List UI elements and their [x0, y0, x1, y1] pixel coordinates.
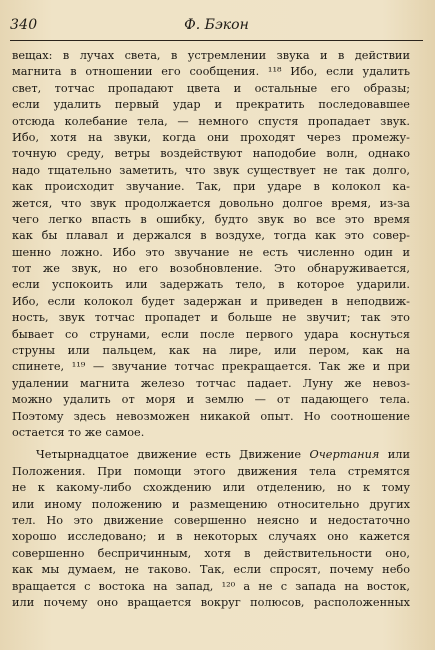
text-run: или — [379, 448, 410, 462]
text-line: свет, тотчас пропадают цвета и остальные его образы; — [12, 81, 410, 95]
text-line: шенно ложно. Ибо это звучание не есть численно один и — [12, 245, 410, 259]
text-line: остается то же самое. — [12, 425, 145, 439]
text-line: точную среду, ветры воздействуют наподобие волн, однако — [12, 147, 410, 161]
text-line: если удалить первый удар и прекратить последовавшее — [12, 98, 410, 112]
text-line: надо тщательно заметить, что звук существует не так долго, — [12, 163, 410, 177]
paragraph-1 — [12, 48, 410, 441]
text-line: можно удалить от моря и землю — от падающего тела. — [12, 393, 410, 407]
page-header — [10, 12, 423, 41]
text-line: чего легко впасть в ошибку, будто звук во все это время — [12, 212, 410, 226]
text-line: Ибо, хотя на звуки, когда они проходят через промежу- — [12, 130, 410, 144]
text-line: удалении магнита железо тотчас падает. Луну же невоз- — [12, 376, 410, 390]
running-head: Ф. Бэкон — [184, 17, 249, 33]
body-text — [12, 48, 410, 611]
text-line: хорошо исследовано; и в некоторых случаях оно кажется — [12, 530, 410, 544]
text-line: бывает со струнами, если после первого удара коснуться — [12, 327, 410, 341]
emphasized-term: Очертания — [309, 448, 380, 462]
text-line: вещах: в лучах света, в устремлении звука и в действии — [12, 49, 410, 62]
text-line: жется, что звук продолжается довольно долгое время, из-за — [12, 196, 410, 210]
text-run: Четырнадцатое движение есть Движение — [36, 448, 310, 462]
text-line: не к какому-либо схождению или отделению, но к тому — [12, 481, 410, 495]
text-line: отсюда колебание тела, — немного спустя пропадает звук. — [12, 114, 410, 128]
text-line: магнита в отношении его сообщения. ¹¹⁸ Ибо, если удалить — [12, 65, 410, 79]
text-line: вращается с востока на запад, ¹²⁰ а не с запада на восток, — [12, 579, 410, 593]
text-line: струны или пальцем, как на лире, или пером, как на — [12, 344, 410, 358]
text-line: тел. Но это движение совершенно неясно и недостаточно — [12, 513, 410, 527]
text-line: Положения. При помощи этого движения тела стремятся — [12, 464, 410, 478]
text-line: Поэтому здесь невозможен никакой опыт. Но соотношение — [12, 409, 410, 423]
paragraph-2 — [12, 447, 410, 611]
text-line: Ибо, если колокол будет задержан и приведен в неподвиж- — [12, 294, 410, 308]
text-line: тот же звук, но его возобновление. Это обнаруживается, — [12, 262, 410, 276]
page-number: 340 — [10, 17, 38, 33]
text-line: как происходит звучание. Так, при ударе в колокол ка- — [12, 180, 410, 194]
text-line: ность, звук тотчас пропадет и больше не звучит; так это — [12, 311, 410, 325]
text-line: как бы плавал и держался в воздухе, тогда как это совер- — [12, 229, 410, 243]
paragraph-2-first-line — [12, 447, 410, 463]
text-line: как мы думаем, не таково. Так, если спросят, почему небо — [12, 563, 410, 577]
text-line: спинете, ¹¹⁹ — звучание тотчас прекращается. Так же и при — [12, 360, 410, 374]
text-line: или иному положению и размещению относительно других — [12, 497, 410, 511]
text-line: совершенно беспричинным, хотя в действительности оно, — [12, 546, 410, 560]
text-line: если успокоить или задержать тело, в которое ударили. — [12, 278, 410, 292]
text-line: или почему оно вращается вокруг полюсов, расположенных — [12, 595, 410, 609]
